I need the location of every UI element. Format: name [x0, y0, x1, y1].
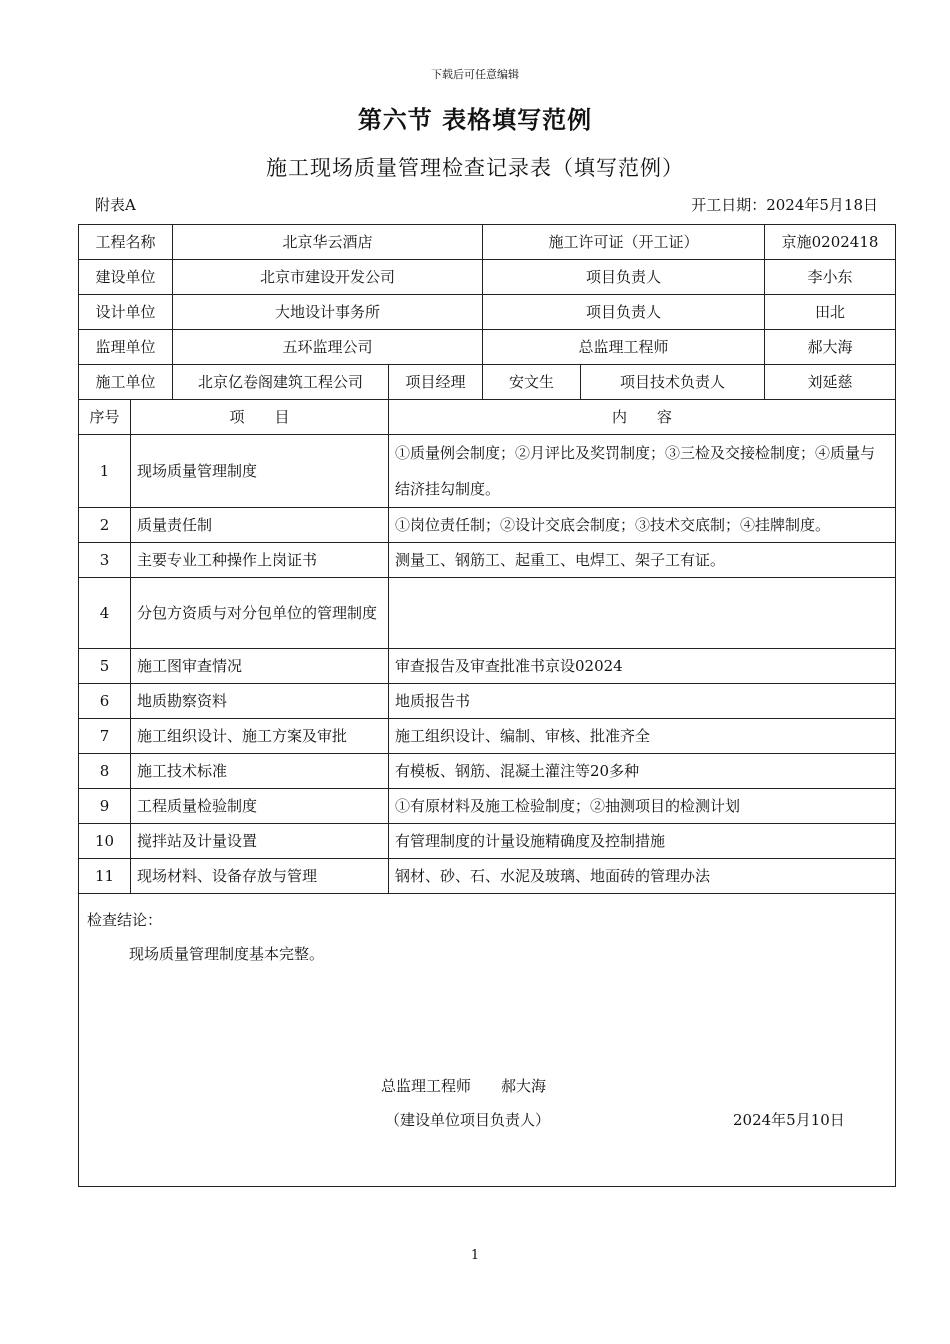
table-row — [79, 649, 896, 684]
conclusion-text: 现场质量管理制度基本完整。 — [129, 945, 325, 963]
signer-name: 郝大海 — [501, 1077, 547, 1095]
row-content: 钢材、砂、石、水泥及玻璃、地面砖的管理办法 — [389, 859, 896, 894]
table-row — [79, 508, 896, 543]
signer-title: 总监理工程师 — [381, 1077, 472, 1095]
designer-label: 设计单位 — [79, 295, 173, 330]
row-item: 主要专业工种操作上岗证书 — [131, 543, 389, 578]
row-item: 施工图审查情况 — [131, 649, 389, 684]
checklist-header-row — [79, 400, 896, 435]
row-content: 施工组织设计、编制、审核、批准齐全 — [389, 719, 896, 754]
row-no: 2 — [79, 508, 131, 543]
row-no: 1 — [79, 435, 131, 508]
page-number: 1 — [470, 1248, 480, 1263]
owner-label: 建设单位 — [79, 260, 173, 295]
row-item: 地质勘察资料 — [131, 684, 389, 719]
row-no: 8 — [79, 754, 131, 789]
row-item: 现场材料、设备存放与管理 — [131, 859, 389, 894]
info-row-designer — [79, 295, 896, 330]
attachment-label: 附表A — [95, 196, 136, 214]
tech-lead-label: 项目技术负责人 — [581, 365, 765, 400]
row-content: ①质量例会制度；②月评比及奖罚制度；③三检及交接检制度；④质量与结济挂勾制度。 — [389, 435, 896, 508]
signer-subtitle: （建设单位项目负责人） — [385, 1111, 551, 1129]
table-row — [79, 719, 896, 754]
row-no: 9 — [79, 789, 131, 824]
pm: 安文生 — [483, 365, 581, 400]
row-no: 11 — [79, 859, 131, 894]
project-name-label: 工程名称 — [79, 225, 173, 260]
tech-lead: 刘延慈 — [765, 365, 896, 400]
permit-no: 京施0202418 — [765, 225, 896, 260]
table-row — [79, 578, 896, 649]
designer-pm: 田北 — [765, 295, 896, 330]
project-name: 北京华云酒店 — [173, 225, 483, 260]
col-item-header: 项 目 — [131, 400, 389, 435]
row-item: 搅拌站及计量设置 — [131, 824, 389, 859]
row-no: 6 — [79, 684, 131, 719]
pm-label: 项目经理 — [389, 365, 483, 400]
table-row — [79, 789, 896, 824]
row-content: 测量工、钢筋工、起重工、电焊工、架子工有证。 — [389, 543, 896, 578]
row-content: 有模板、钢筋、混凝土灌注等20多种 — [389, 754, 896, 789]
contractor-table — [78, 364, 896, 400]
owner-pm-label: 项目负责人 — [483, 260, 765, 295]
info-row-owner — [79, 260, 896, 295]
contractor: 北京亿卷阁建筑工程公司 — [173, 365, 389, 400]
row-item: 现场质量管理制度 — [131, 435, 389, 508]
table-row — [79, 859, 896, 894]
row-no: 10 — [79, 824, 131, 859]
chief-engineer-label: 总监理工程师 — [483, 330, 765, 365]
row-item: 施工组织设计、施工方案及审批 — [131, 719, 389, 754]
supervisor-label: 监理单位 — [79, 330, 173, 365]
info-row-supervisor — [79, 330, 896, 365]
info-row-project — [79, 225, 896, 260]
col-content-header: 内 容 — [389, 400, 896, 435]
row-no: 7 — [79, 719, 131, 754]
form-title: 施工现场质量管理检查记录表（填写范例） — [266, 156, 684, 180]
signer-line — [381, 1076, 546, 1096]
section-title: 第六节 表格填写范例 — [357, 106, 593, 134]
checklist-table — [78, 399, 896, 1187]
table-row — [79, 684, 896, 719]
designer: 大地设计事务所 — [173, 295, 483, 330]
contractor-label: 施工单位 — [79, 365, 173, 400]
sign-date: 2024年5月10日 — [733, 1111, 845, 1129]
row-content: ①有原材料及施工检验制度；②抽测项目的检测计划 — [389, 789, 896, 824]
project-info-table — [78, 224, 896, 365]
table-row — [79, 543, 896, 578]
row-content — [389, 578, 896, 649]
row-no: 3 — [79, 543, 131, 578]
table-row — [79, 435, 896, 508]
row-item: 工程质量检验制度 — [131, 789, 389, 824]
row-no: 5 — [79, 649, 131, 684]
row-no: 4 — [79, 578, 131, 649]
table-row — [79, 824, 896, 859]
start-date: 开工日期：2024年5月18日 — [691, 196, 878, 214]
row-content: ①岗位责任制；②设计交底会制度；③技术交底制；④挂牌制度。 — [389, 508, 896, 543]
owner: 北京市建设开发公司 — [173, 260, 483, 295]
row-content: 审查报告及审查批准书京设02024 — [389, 649, 896, 684]
supervisor: 五环监理公司 — [173, 330, 483, 365]
conclusion-cell — [79, 894, 896, 1187]
owner-pm: 李小东 — [765, 260, 896, 295]
col-no-header: 序号 — [79, 400, 131, 435]
table-row — [79, 754, 896, 789]
designer-pm-label: 项目负责人 — [483, 295, 765, 330]
row-item: 分包方资质与对分包单位的管理制度 — [131, 578, 389, 649]
row-content: 有管理制度的计量设施精确度及控制措施 — [389, 824, 896, 859]
chief-engineer: 郝大海 — [765, 330, 896, 365]
row-item: 施工技术标准 — [131, 754, 389, 789]
conclusion-row — [79, 894, 896, 1187]
watermark-text: 下载后可任意编辑 — [431, 68, 519, 81]
row-content: 地质报告书 — [389, 684, 896, 719]
info-row-contractor — [79, 365, 896, 400]
row-item: 质量责任制 — [131, 508, 389, 543]
permit-label: 施工许可证（开工证） — [483, 225, 765, 260]
conclusion-label: 检查结论： — [87, 911, 163, 929]
